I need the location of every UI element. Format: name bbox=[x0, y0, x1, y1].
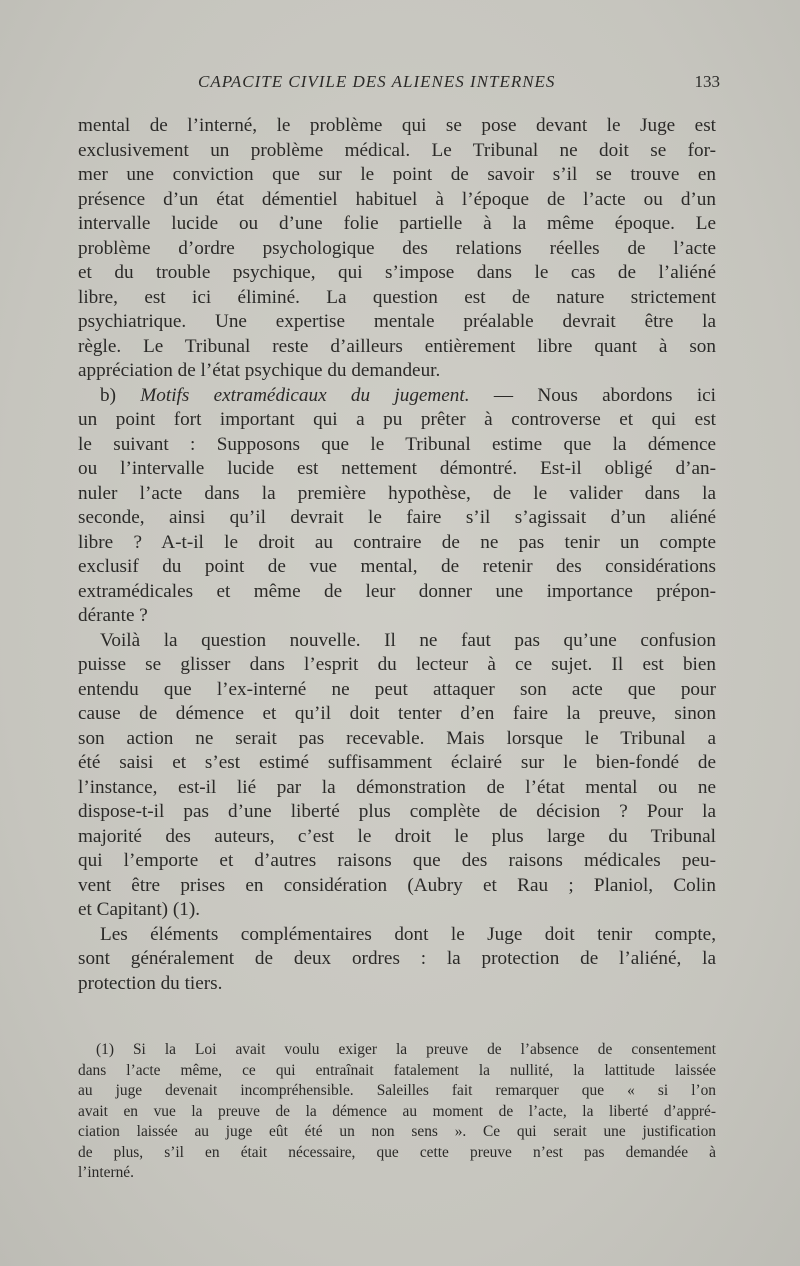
text-line: psychiatrique. Une expertise mentale préalable devrait être la bbox=[78, 311, 716, 332]
text-line: ou l’intervalle lucide est nettement démontré. Est-il obligé d’an- bbox=[78, 458, 716, 479]
text-line: et du trouble psychique, qui s’impose dans le cas de l’aliéné bbox=[78, 262, 716, 283]
text-line: exclusivement un problème médical. Le Tribunal ne doit se for- bbox=[78, 139, 716, 161]
text-line: libre ? A-t-il le droit au contraire de ne pas tenir un compte bbox=[78, 531, 716, 553]
text-line: libre, est ici éliminé. La question est de nature strictement bbox=[78, 286, 716, 308]
footnote-line: au juge devenait incompréhensible. Saleilles fait remarquer que « si l’on bbox=[78, 1082, 716, 1099]
text-line: le suivant : Supposons que le Tribunal estime que la démence bbox=[78, 433, 716, 455]
text-line: problème d’ordre psychologique des relations réelles de l’acte bbox=[78, 237, 716, 259]
text-line: intervalle lucide ou d’une folie partielle à la même époque. Le bbox=[78, 213, 716, 234]
text-line: seconde, ainsi qu’il devrait le faire s’il s’agissait d’un aliéné bbox=[78, 507, 716, 528]
section-marker: b) bbox=[100, 384, 141, 406]
text-line: appréciation de l’état psychique du demandeur. bbox=[78, 360, 441, 381]
text-line: mental de l’interné, le problème qui se pose devant le Juge est bbox=[78, 115, 716, 136]
section-heading-line bbox=[78, 384, 716, 409]
text-line: un point fort important qui a pu prêter à controverse et qui est bbox=[78, 409, 716, 430]
footnote-line: (1) Si la Loi avait voulu exiger la preuve de l’absence de consentement bbox=[96, 1041, 716, 1058]
text-line: entendu que l’ex-interné ne peut attaquer son acte que pour bbox=[78, 678, 716, 700]
section-title: Motifs extramédicaux du jugement. bbox=[140, 384, 470, 406]
footnote-line: l’interné. bbox=[78, 1164, 134, 1181]
text-line: sont généralement de deux ordres : la protection de l’aliéné, la bbox=[78, 948, 716, 969]
text-line: Voilà la question nouvelle. Il ne faut pas qu’une confusion bbox=[100, 629, 716, 651]
footnote bbox=[78, 1040, 716, 1184]
body-text bbox=[78, 114, 716, 996]
text-line: majorité des auteurs, c’est le droit le plus large du Tribunal bbox=[78, 825, 716, 847]
paragraph-1 bbox=[78, 114, 716, 384]
text-line: exclusif du point de vue mental, de retenir des considérations bbox=[78, 556, 716, 577]
text-line: et Capitant) (1). bbox=[78, 899, 201, 920]
running-title: CAPACITE CIVILE DES ALIENES INTERNES bbox=[198, 72, 556, 91]
text-line: été saisi et s’est estimé suffisamment éclairé sur le bien-fondé de bbox=[78, 752, 716, 773]
text-line: nuler l’acte dans la première hypothèse, de le valider dans la bbox=[78, 482, 716, 504]
text-line: extramédicales et même de leur donner une importance prépon- bbox=[78, 580, 716, 602]
page-number: 133 bbox=[694, 72, 720, 91]
footnote-line: de plus, s’il en était nécessaire, que cette preuve n’est pas demandée à bbox=[78, 1143, 716, 1161]
text-line: vent être prises en considération (Aubry et Rau ; Planiol, Colin bbox=[78, 874, 716, 896]
text-line: règle. Le Tribunal reste d’ailleurs entièrement libre quant à son bbox=[78, 335, 716, 357]
footnote-line: avait en vue la preuve de la démence au moment de l’acte, la liberté d’appré- bbox=[78, 1102, 716, 1120]
text-line: protection du tiers. bbox=[78, 972, 223, 994]
text-line: mer une conviction que sur le point de savoir s’il se trouve en bbox=[78, 164, 716, 185]
paragraph-3 bbox=[78, 629, 716, 923]
text-line: dispose-t-il pas d’une liberté plus complète de décision ? Pour la bbox=[78, 801, 716, 822]
text-line: cause de démence et qu’il doit tenter d’en faire la preuve, sinon bbox=[78, 703, 716, 724]
paragraph-2 bbox=[78, 384, 716, 629]
text-line: qui l’emporte et d’autres raisons que des raisons médicales peu- bbox=[78, 850, 716, 871]
footnote-line: ciation laissée au juge eût été un non sens ». Ce qui serait une justification bbox=[78, 1123, 716, 1140]
text-line: son action ne serait pas recevable. Mais lorsque le Tribunal a bbox=[78, 727, 716, 749]
text-line: l’instance, est-il lié par la démonstration de l’état mental ou ne bbox=[78, 776, 716, 798]
running-head bbox=[80, 72, 720, 96]
section-heading-continuation: — Nous abordons ici bbox=[469, 384, 716, 406]
text-line: présence d’un état démentiel habituel à l’époque de l’acte ou d’un bbox=[78, 188, 716, 210]
text-line: puisse se glisser dans l’esprit du lecteur à ce sujet. Il est bien bbox=[78, 654, 716, 675]
text-line: dérante ? bbox=[78, 605, 148, 626]
footnote-line: dans l’acte même, ce qui entraînait fatalement la nullité, la lattitude laissée bbox=[78, 1061, 716, 1079]
paragraph-4 bbox=[78, 923, 716, 997]
text-line: Les éléments complémentaires dont le Juge doit tenir compte, bbox=[100, 923, 716, 945]
